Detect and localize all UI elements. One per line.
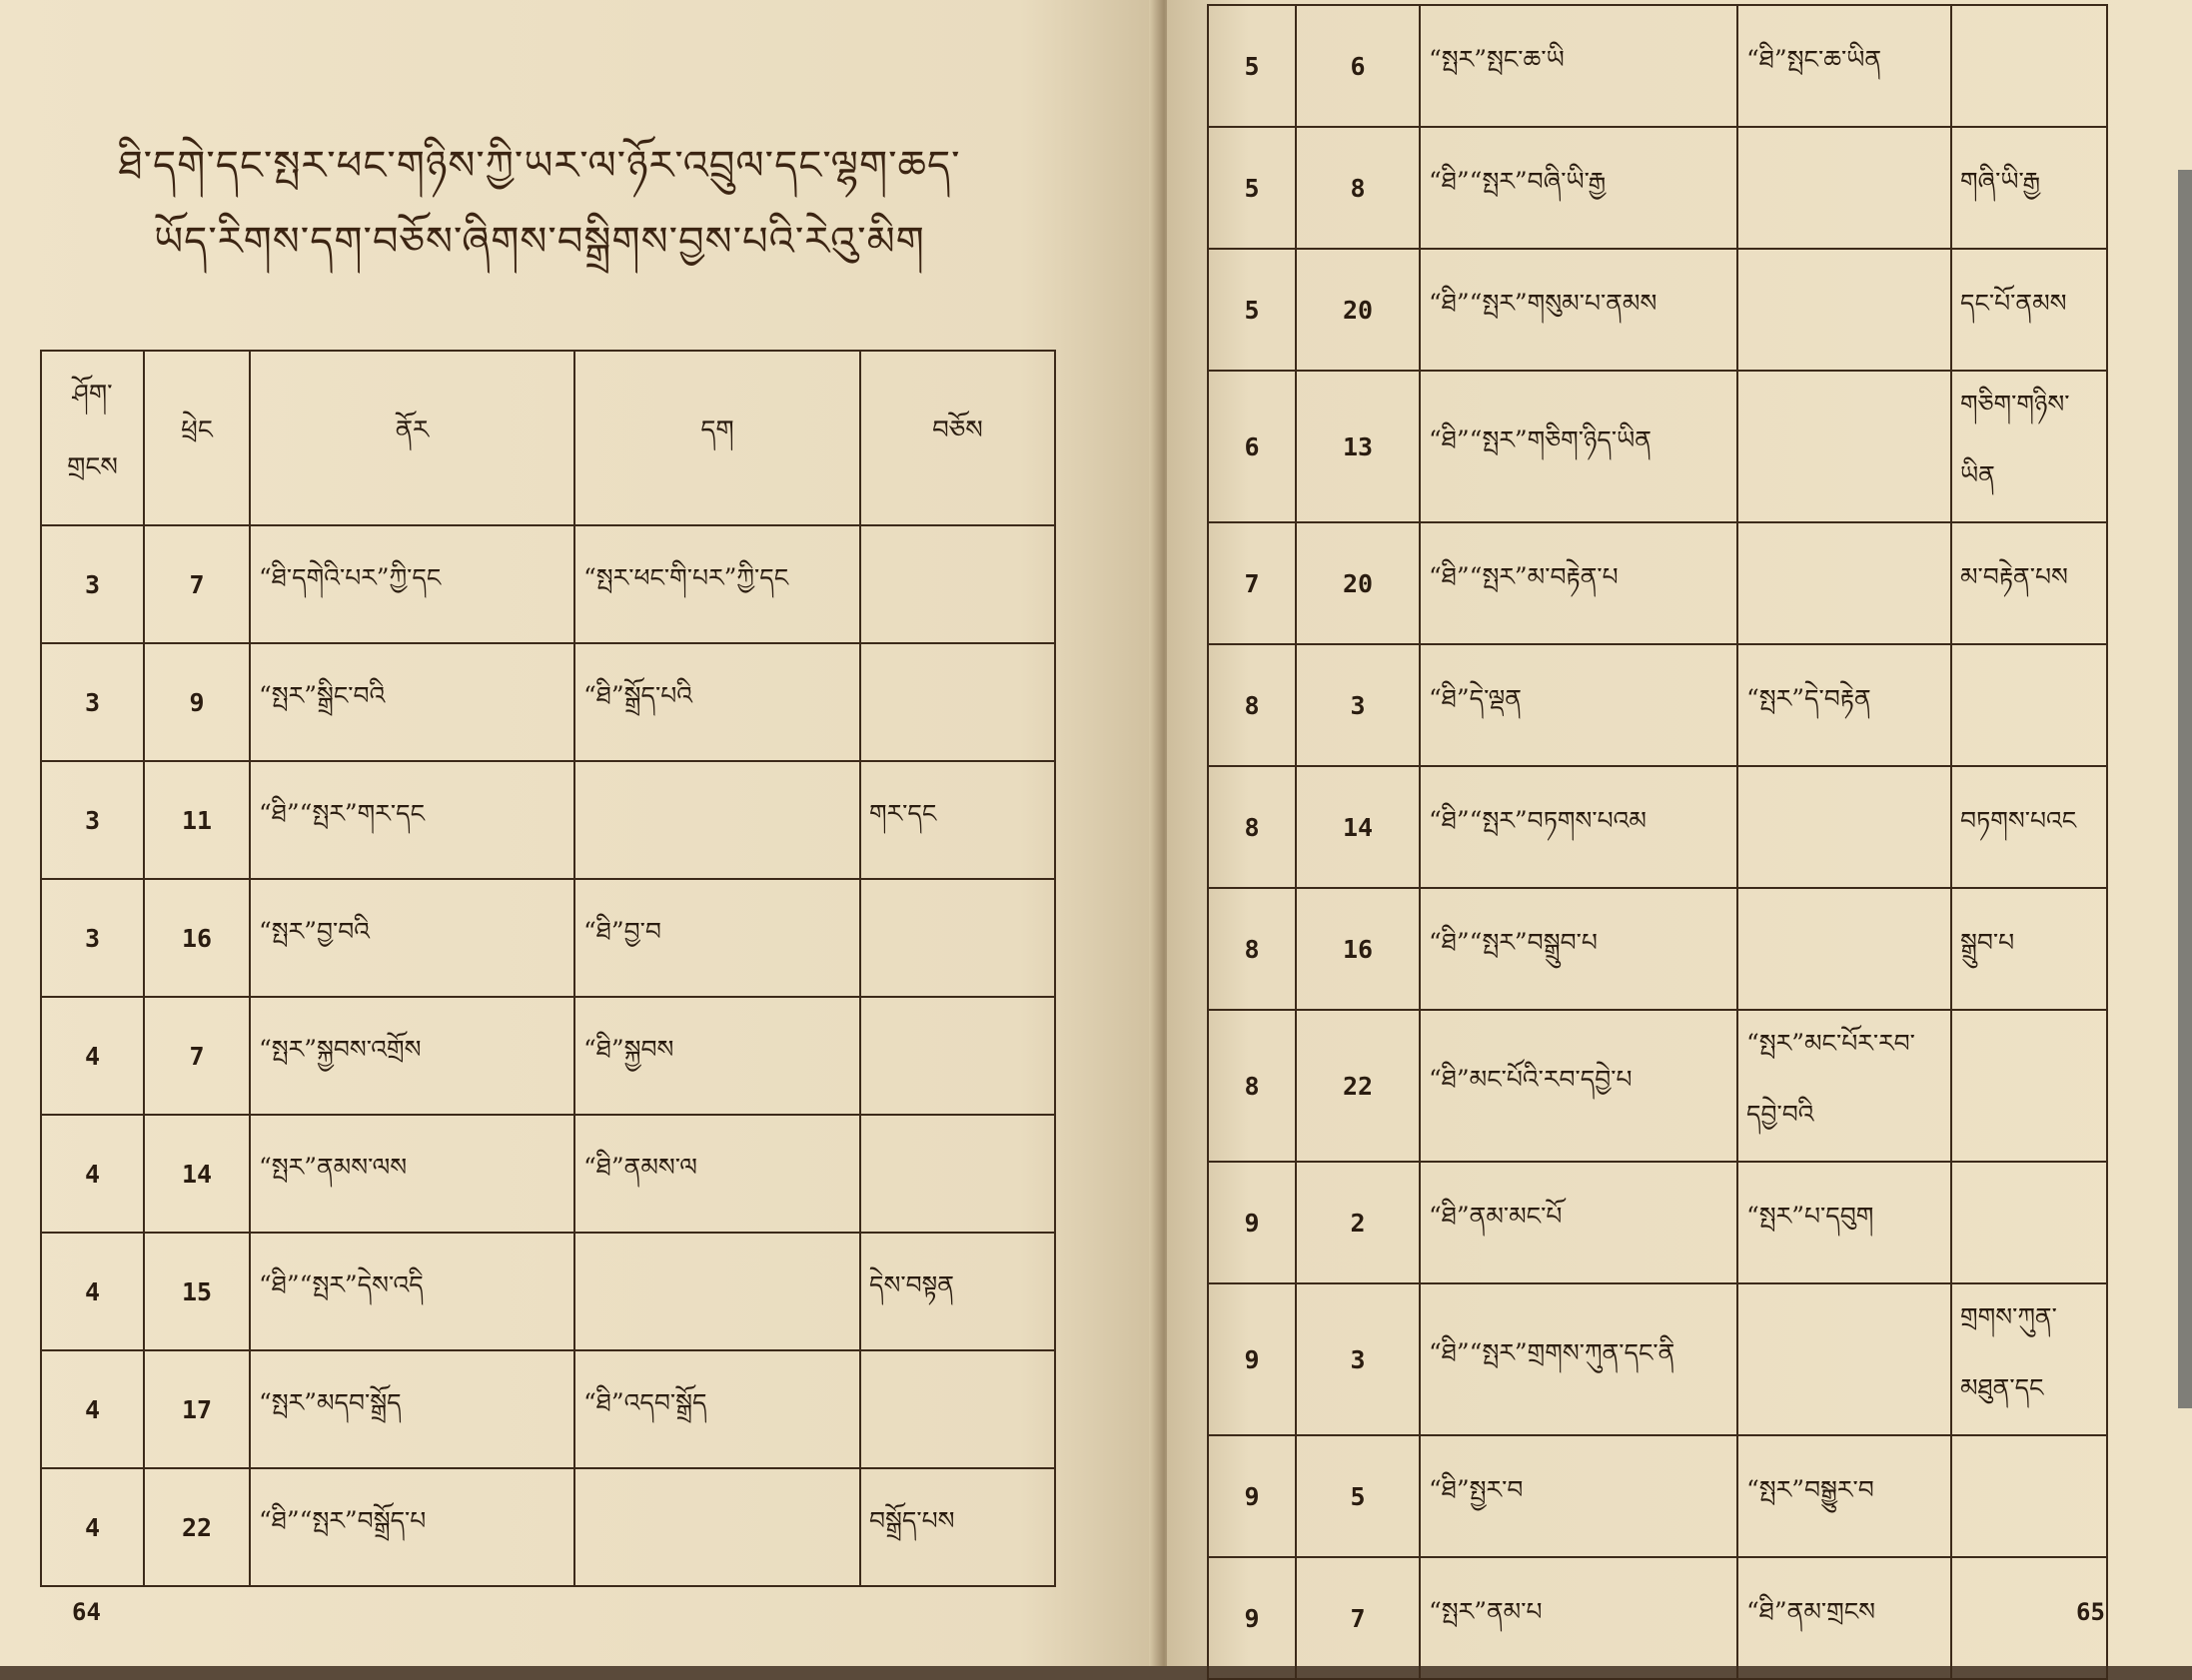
- table-row: [41, 643, 1055, 761]
- cell-line: 20: [1296, 249, 1420, 371]
- table-body-left: [41, 525, 1055, 1586]
- cell-fix: [1951, 5, 2107, 127]
- cell-page: 4: [41, 997, 144, 1115]
- cell-line: 3: [1296, 644, 1420, 766]
- cell-page: 9: [1208, 1162, 1296, 1283]
- table-row: [41, 1350, 1055, 1468]
- cell-fix: གཅིག་གཉིས་ཡིན: [1951, 371, 2107, 522]
- cell-line: 5: [1296, 1435, 1420, 1557]
- cell-line: 15: [144, 1233, 250, 1350]
- cell-page: 8: [1208, 766, 1296, 888]
- cell-error: “ཐི”“སྤར”བཞི་ཡི་རྒྱ: [1420, 127, 1737, 249]
- table-row: [1208, 1283, 2107, 1435]
- table-row: [1208, 1162, 2107, 1283]
- right-page: [1167, 0, 2192, 1666]
- page-number-right: 65: [2076, 1598, 2105, 1626]
- cell-page: 8: [1208, 1010, 1296, 1162]
- table-row: [1208, 127, 2107, 249]
- cell-line: 7: [1296, 1557, 1420, 1679]
- cell-correct: [574, 1468, 860, 1586]
- cell-error: “ཐི”སྤྱར་བ: [1420, 1435, 1737, 1557]
- cell-page: 5: [1208, 127, 1296, 249]
- cell-fix: [860, 1350, 1055, 1468]
- table-row: [41, 879, 1055, 997]
- cell-fix: [860, 997, 1055, 1115]
- cell-page: 5: [1208, 5, 1296, 127]
- cell-page: 9: [1208, 1435, 1296, 1557]
- cell-page: 4: [41, 1468, 144, 1586]
- cell-correct: [1737, 766, 1951, 888]
- cell-correct: [1737, 522, 1951, 644]
- cell-line: 20: [1296, 522, 1420, 644]
- page-number-left: 64: [72, 1598, 101, 1626]
- cell-error: “སྤར”བྱ་བའི: [250, 879, 574, 997]
- heading-line-2: ཡོད་རིགས་དག་བཅོས་ཞིགས་བསྒྲིགས་བྱས་པའི་རེའུ་མིག: [154, 219, 925, 265]
- header-page: ཤོག་གྲངས: [41, 351, 144, 525]
- cell-error: “ཐི”“སྤར”གཅིག་ཉིད་ཡིན: [1420, 371, 1737, 522]
- cell-error: “སྤར”སྒྲིང་བའི: [250, 643, 574, 761]
- cell-page: 8: [1208, 888, 1296, 1010]
- cell-line: 6: [1296, 5, 1420, 127]
- cell-line: 3: [1296, 1283, 1420, 1435]
- cell-fix: བཏགས་པའང: [1951, 766, 2107, 888]
- cell-line: 13: [1296, 371, 1420, 522]
- header-line: ཕྲེང: [144, 351, 250, 525]
- cell-fix: [1951, 1435, 2107, 1557]
- cell-correct: “སྤར”པ་དབུག: [1737, 1162, 1951, 1283]
- table-row: [41, 1233, 1055, 1350]
- cell-line: 22: [144, 1468, 250, 1586]
- cell-error: “ཐི”“སྤར”བསྒྲོད་པ: [250, 1468, 574, 1586]
- cell-correct: “ཐི”སྐྱབས: [574, 997, 860, 1115]
- table-row: [41, 997, 1055, 1115]
- cell-fix: [860, 879, 1055, 997]
- cell-fix: དེས་བསྟན: [860, 1233, 1055, 1350]
- cell-page: 7: [1208, 522, 1296, 644]
- heading-line-1: ཐི་དགེ་དང་སྤར་ཕང་གཉིས་ཀྱི་ཡར་ལ་ཉོར་འབྲུལ་དང་ལྷག་ཆད་: [118, 143, 961, 189]
- cell-correct: [1737, 249, 1951, 371]
- cell-line: 7: [144, 525, 250, 643]
- cell-error: “ཐི”“སྤར”མ་བརྟེན་པ: [1420, 522, 1737, 644]
- cell-line: 16: [144, 879, 250, 997]
- cell-page: 9: [1208, 1557, 1296, 1679]
- cell-correct: [574, 761, 860, 879]
- cell-fix: [1951, 1162, 2107, 1283]
- cell-correct: “སྤར”མང་པོར་རབ་དབྱེ་བའི: [1737, 1010, 1951, 1162]
- cell-fix: མ་བརྟེན་པས: [1951, 522, 2107, 644]
- table-row: [1208, 1557, 2107, 1679]
- cell-error: “ཐི”“སྤར”བཏགས་པའམ: [1420, 766, 1737, 888]
- cell-line: 17: [144, 1350, 250, 1468]
- cell-fix: གཞི་ཡི་རྒྱ: [1951, 127, 2107, 249]
- cell-error: “ཐི”མང་པོའི་རབ་དབྱེ་པ: [1420, 1010, 1737, 1162]
- cell-page: 3: [41, 879, 144, 997]
- cell-fix: བསྒྲོད་པས: [860, 1468, 1055, 1586]
- table-row: [1208, 888, 2107, 1010]
- table-row: [1208, 644, 2107, 766]
- table-row: [1208, 5, 2107, 127]
- cell-correct: [1737, 1283, 1951, 1435]
- page-heading: [60, 128, 1019, 280]
- table-row: [1208, 766, 2107, 888]
- cell-correct: “སྤར”བསྒྱུར་བ: [1737, 1435, 1951, 1557]
- cell-error: “ཐི”“སྤར”བསྒྲུབ་པ: [1420, 888, 1737, 1010]
- cell-fix: གྲགས་ཀུན་མཐུན་དང: [1951, 1283, 2107, 1435]
- cell-fix: [1951, 644, 2107, 766]
- table-row: [41, 1115, 1055, 1233]
- cell-line: 22: [1296, 1010, 1420, 1162]
- cell-fix: སྒྲུབ་པ: [1951, 888, 2107, 1010]
- cell-correct: “ཐི”ནམས་ལ: [574, 1115, 860, 1233]
- cell-error: “སྤར”སྤང་ཆ་ཡི: [1420, 5, 1737, 127]
- cell-line: 8: [1296, 127, 1420, 249]
- cell-page: 4: [41, 1115, 144, 1233]
- cell-line: 14: [144, 1115, 250, 1233]
- cell-correct: [1737, 888, 1951, 1010]
- cell-error: “ཐི་དགེའི་པར”ཀྱི་དང: [250, 525, 574, 643]
- table-header-row: [41, 351, 1055, 525]
- table-row: [41, 525, 1055, 643]
- table-row: [1208, 522, 2107, 644]
- table-row: [41, 761, 1055, 879]
- table-body-right: [1208, 5, 2107, 1679]
- cell-page: 3: [41, 525, 144, 643]
- cell-correct: [1737, 371, 1951, 522]
- page-edge: [2178, 170, 2192, 1408]
- table-row: [1208, 249, 2107, 371]
- cell-page: 5: [1208, 249, 1296, 371]
- table-row: [1208, 1435, 2107, 1557]
- cell-page: 8: [1208, 644, 1296, 766]
- cell-error: “ཐི”ནམ་མང་པོ: [1420, 1162, 1737, 1283]
- cell-fix: [860, 525, 1055, 643]
- errata-table-left: [40, 350, 1056, 1587]
- cell-error: “ཐི”“སྤར”དེས་འདི: [250, 1233, 574, 1350]
- cell-correct: [1737, 127, 1951, 249]
- cell-line: 14: [1296, 766, 1420, 888]
- cell-correct: “ཐི”སྤང་ཆ་ཡིན: [1737, 5, 1951, 127]
- cell-page: 6: [1208, 371, 1296, 522]
- table-row: [1208, 371, 2107, 522]
- cell-error: “སྤར”ནམ་པ: [1420, 1557, 1737, 1679]
- cell-fix: [1951, 1010, 2107, 1162]
- cell-error: “སྤར”སྐྱབས་འགྲོས: [250, 997, 574, 1115]
- cell-correct: [574, 1233, 860, 1350]
- cell-correct: “ཐི”སྒྲོད་པའི: [574, 643, 860, 761]
- cell-line: 7: [144, 997, 250, 1115]
- cell-correct: “སྤར”དེ་བརྟེན: [1737, 644, 1951, 766]
- cell-correct: “ཐི”བྱ་བ: [574, 879, 860, 997]
- cell-line: 16: [1296, 888, 1420, 1010]
- table-row: [41, 1468, 1055, 1586]
- errata-table-right: [1207, 4, 2108, 1680]
- header-error: ནོར: [250, 351, 574, 525]
- cell-error: “ཐི”དེ་ལྡན: [1420, 644, 1737, 766]
- cell-page: 3: [41, 643, 144, 761]
- cell-fix: དང་པོ་ནམས: [1951, 249, 2107, 371]
- cell-line: 11: [144, 761, 250, 879]
- cell-line: 9: [144, 643, 250, 761]
- cell-error: “ཐི”“སྤར”གསུམ་པ་ནམས: [1420, 249, 1737, 371]
- cell-correct: “ཐི”འདབ་སྒྲོད: [574, 1350, 860, 1468]
- cell-correct: “སྤར་ཕང་གི་པར”ཀྱི་དང: [574, 525, 860, 643]
- cell-page: 4: [41, 1350, 144, 1468]
- cell-fix: [860, 643, 1055, 761]
- header-fix: བཅོས: [860, 351, 1055, 525]
- cell-page: 3: [41, 761, 144, 879]
- header-correct: དག: [574, 351, 860, 525]
- table-row: [1208, 1010, 2107, 1162]
- cell-error: “སྤར”མདབ་སྒྲོད: [250, 1350, 574, 1468]
- cell-fix: གར་དང: [860, 761, 1055, 879]
- cell-error: “ཐི”“སྤར”གྲགས་ཀུན་དང་ནི: [1420, 1283, 1737, 1435]
- cell-line: 2: [1296, 1162, 1420, 1283]
- cell-error: “སྤར”ནམས་ལས: [250, 1115, 574, 1233]
- cell-error: “ཐི”“སྤར”གར་དང: [250, 761, 574, 879]
- cell-correct: “ཐི”ནམ་གྲངས: [1737, 1557, 1951, 1679]
- cell-fix: [860, 1115, 1055, 1233]
- cell-page: 4: [41, 1233, 144, 1350]
- cell-page: 9: [1208, 1283, 1296, 1435]
